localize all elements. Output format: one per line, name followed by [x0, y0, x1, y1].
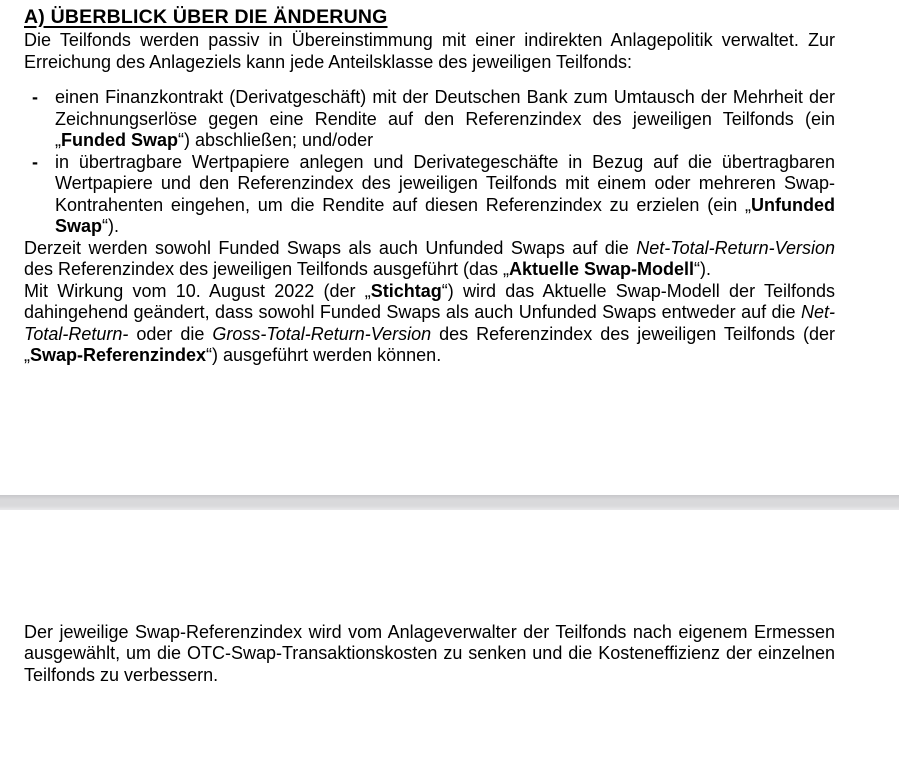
list-item-unfunded-swap [24, 152, 835, 238]
section-heading: A) ÜBERBLICK ÜBER DIE ÄNDERUNG [24, 6, 388, 28]
document-viewport [0, 4, 899, 771]
list-item-text: in übertragbare Wertpapiere anlegen und Derivategeschäfte in Bezug auf die übertragbaren Wertpapiere und den Referenzindex des jeweiligen Teilfonds mit einem oder mehreren Swap-Kontrahenten eingehen, um die Rendite auf diesen Referenzindex zu erzielen (ein „Unfunded Swap“). [55, 151, 835, 236]
dash-marker: - [32, 151, 38, 172]
page-region-lower [0, 510, 899, 687]
paragraph-intro: Die Teilfonds werden passiv in Übereinstimmung mit einer indirekten Anlagepolitik verwaltet. Zur Erreichung des Anlageziels kann jede Anteilsklasse des jeweiligen Teilfonds: [24, 30, 835, 72]
page-region-upper [0, 4, 899, 367]
dash-marker: - [32, 87, 38, 107]
list-item-text: einen Finanzkontrakt (Derivatgeschäft) mit der Deutschen Bank zum Umtausch der Mehrheit der Zeichnungserlöse gegen eine Rendite auf den Referenzindex des jeweiligen Teilfonds (ein „Funded Swap“) abschließen; und/oder [55, 87, 835, 150]
paragraph-rationale: Der jeweilige Swap-Referenzindex wird vom Anlageverwalter der Teilfonds nach eigenem Ermessen ausgewählt, um die OTC-Swap-Transaktionskosten zu senken und die Kosteneffizienz der einzelnen Teilfonds zu verbessern. [24, 621, 835, 685]
paragraph-current-swap-model: Derzeit werden sowohl Funded Swaps als auch Unfunded Swaps auf die Net-Total-Return-Version des Referenzindex des jeweiligen Teilfonds ausgeführt (das „Aktuelle Swap-Modell“). [24, 237, 835, 279]
paragraph-change-effective: Mit Wirkung vom 10. August 2022 (der „Stichtag“) wird das Aktuelle Swap-Modell der Teilfonds dahingehend geändert, dass sowohl Funded Swaps als auch Unfunded Swaps entweder auf die Net-Total-Return- oder die Gross-Total-Return-Version des Referenzindex des jeweiligen Teilfonds (der „Swap-Referenzindex“) ausgeführt werden können. [24, 280, 836, 365]
list-item-funded-swap [24, 87, 835, 152]
page-separator-bar [0, 495, 899, 510]
bullet-list [24, 87, 835, 238]
